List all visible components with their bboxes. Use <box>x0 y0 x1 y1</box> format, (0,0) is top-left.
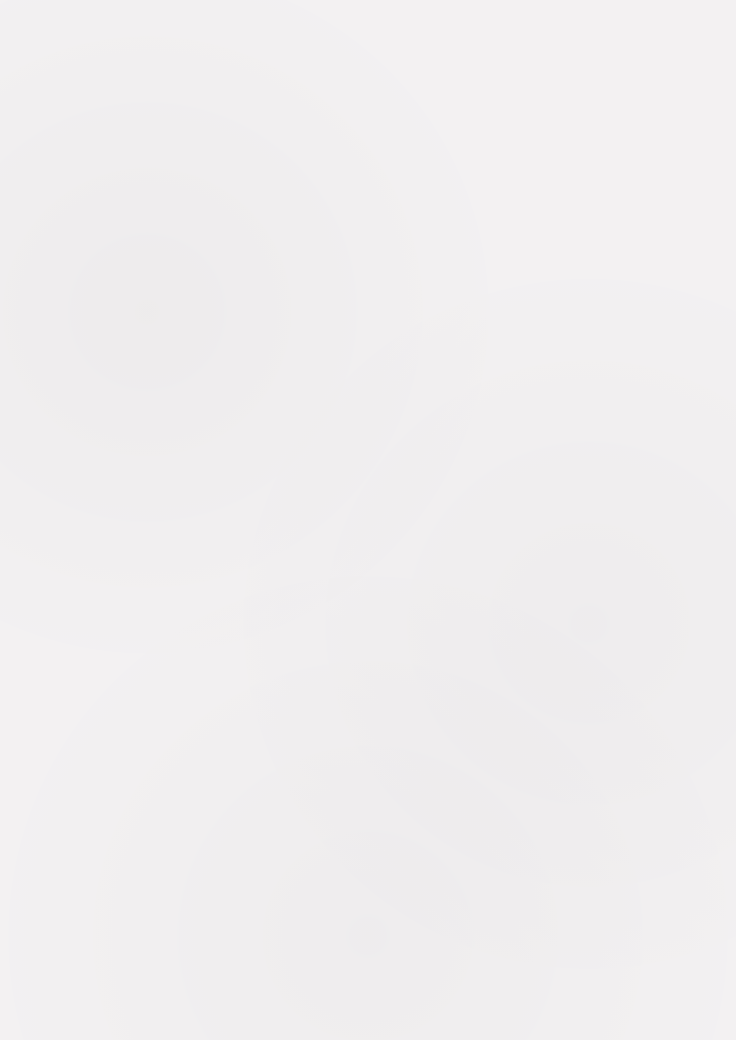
bottom-mandala-ornament-icon <box>0 960 736 1040</box>
top-mandala-ornament-icon <box>0 0 736 150</box>
